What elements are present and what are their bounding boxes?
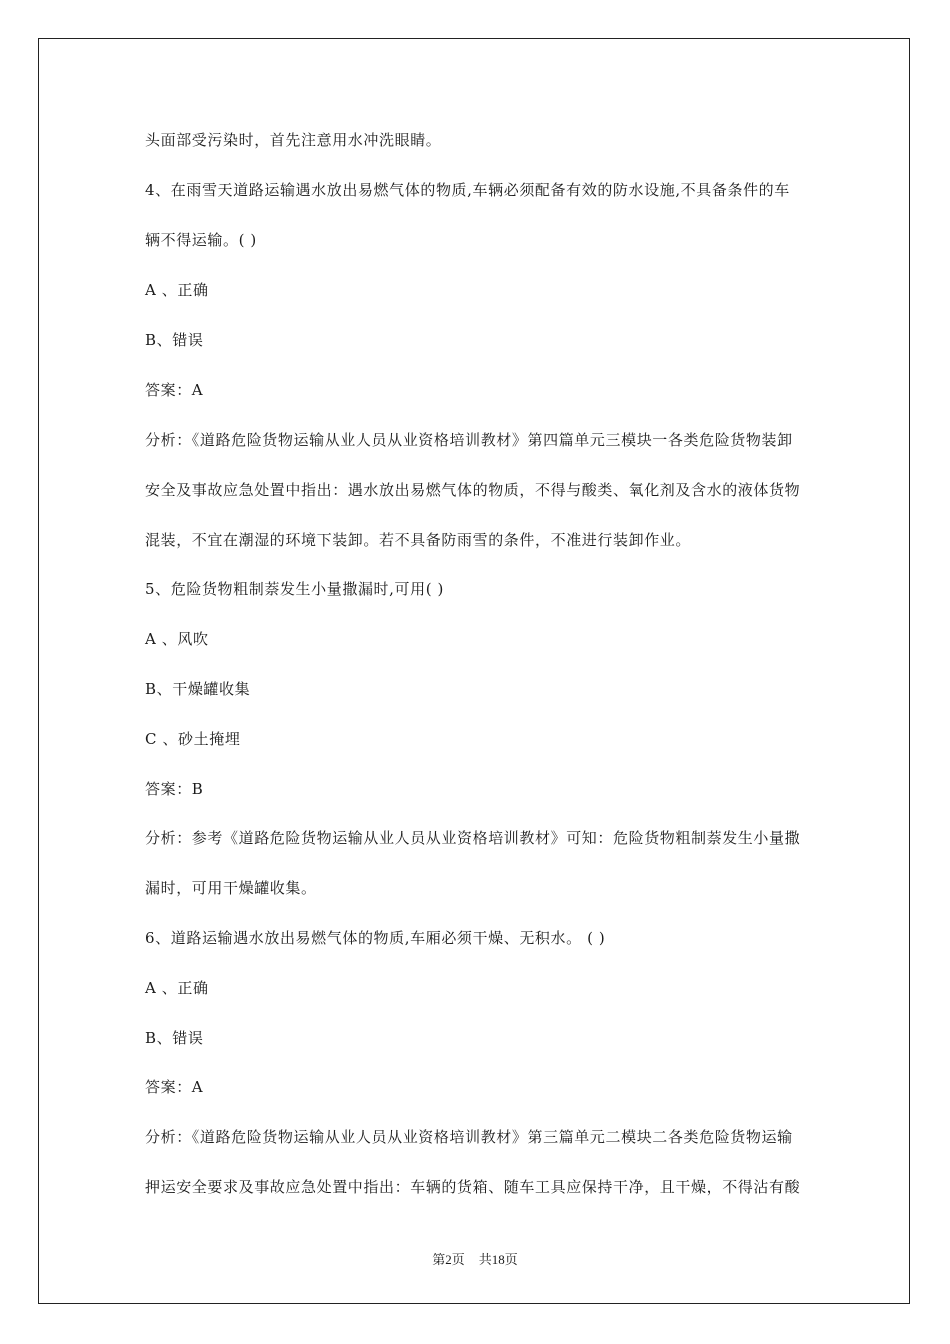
option-b: B、错误 <box>145 1029 204 1047</box>
page-number: 第2页 <box>432 1252 465 1267</box>
page-total: 共18页 <box>478 1252 518 1267</box>
page-footer <box>0 1249 950 1268</box>
question-5: 5、危险货物粗制萘发生小量撒漏时,可用( ) <box>145 580 444 598</box>
option-a: A 、风吹 <box>145 630 209 648</box>
text-line: 押运安全要求及事故应急处置中指出：车辆的货箱、随车工具应保持干净，且干燥，不得沾有酸 <box>145 1178 801 1196</box>
option-a: A 、正确 <box>145 281 209 299</box>
question-4: 4、在雨雪天道路运输遇水放出易燃气体的物质,车辆必须配备有效的防水设施,不具备条件的车 <box>145 181 790 199</box>
option-c: C 、砂土掩埋 <box>145 730 241 748</box>
question-6: 6、道路运输遇水放出易燃气体的物质,车厢必须干燥、无积水。 ( ) <box>145 929 606 947</box>
text-line: 混装，不宜在潮湿的环境下装卸。若不具备防雨雪的条件，不准进行装卸作业。 <box>145 531 692 549</box>
page-border <box>38 38 910 1304</box>
text-line: 头面部受污染时，首先注意用水冲洗眼睛。 <box>145 131 442 149</box>
option-b: B、干燥罐收集 <box>145 680 251 698</box>
analysis: 分析：《道路危险货物运输从业人员从业资格培训教材》第三篇单元二模块二各类危险货物运输 <box>145 1128 793 1146</box>
text-line: 安全及事故应急处置中指出：遇水放出易燃气体的物质，不得与酸类、氧化剂及含水的液体货物 <box>145 481 801 499</box>
answer: 答案：A <box>145 1078 204 1096</box>
answer: 答案：A <box>145 381 204 399</box>
text-line: 辆不得运输。( ) <box>145 231 257 249</box>
option-a: A 、正确 <box>145 979 209 997</box>
option-b: B、错误 <box>145 331 204 349</box>
text-line: 漏时，可用干燥罐收集。 <box>145 879 317 897</box>
answer: 答案：B <box>145 780 204 798</box>
analysis: 分析：《道路危险货物运输从业人员从业资格培训教材》第四篇单元三模块一各类危险货物装卸 <box>145 431 793 449</box>
analysis: 分析：参考《道路危险货物运输从业人员从业资格培训教材》可知：危险货物粗制萘发生小量撒 <box>145 829 801 847</box>
